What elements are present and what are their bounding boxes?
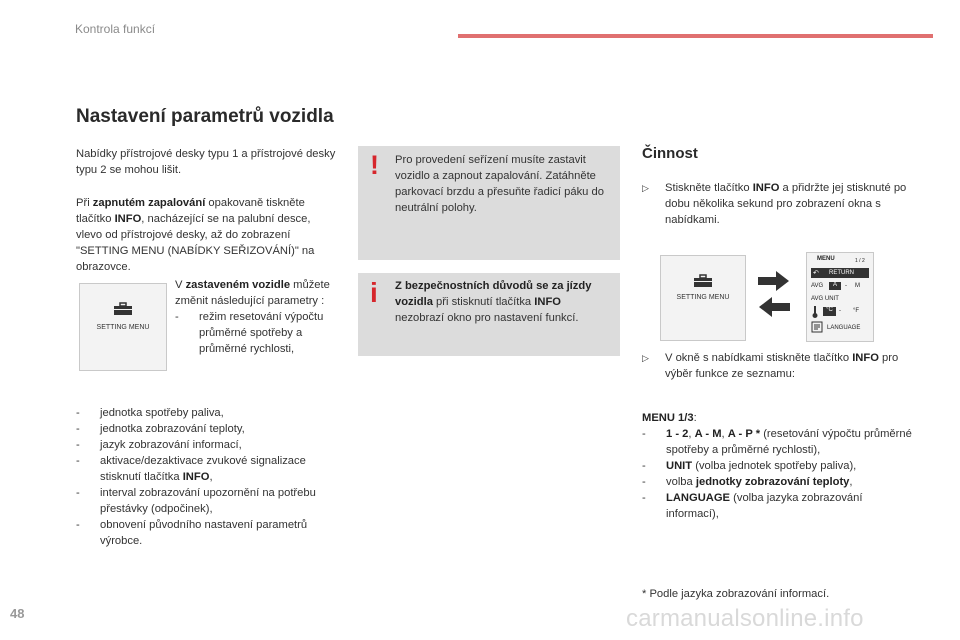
list-item-text: aktivace/dezaktivace zvukové signalizace stisknutí tlačítka (100, 455, 306, 483)
avg-m: M (855, 283, 860, 289)
list-item (642, 458, 917, 474)
safety-post: nezobrazí okno pro nastavení funkcí. (395, 312, 579, 324)
menu13-colon: : (693, 412, 697, 424)
opt-language: LANGUAGE (666, 492, 731, 504)
setting-menu-screen (79, 283, 167, 371)
opt-desc: (volba jazyka zobrazování informací), (666, 492, 863, 520)
step1-post: a přidržte jej stisknuté po dobu několika sekund pro zobrazení okna s nabídkami. (665, 182, 907, 226)
menu13-heading (642, 410, 917, 426)
list-item (76, 453, 344, 485)
setting-menu-screen-large (660, 255, 746, 341)
opt-desc: (resetování výpočtu průměrné spotřeby a průměrné rychlosti), (666, 428, 912, 456)
bullet-icon: ▷ (642, 353, 649, 363)
footnote: * Podle jazyka zobrazování informací. (642, 588, 830, 600)
list-item-text: , (209, 471, 213, 483)
avg-unit-label: AVG UNIT (811, 296, 839, 302)
watermark: carmanualsonline.info (626, 605, 864, 632)
parameter-list (76, 405, 344, 549)
safety-box (358, 273, 620, 356)
step2-post: pro výběr funkce ze seznamu: (665, 352, 899, 380)
step1 (642, 180, 912, 228)
celsius-box: °C (823, 307, 836, 316)
menu13-title: MENU 1/3 (642, 412, 694, 424)
warning-text: Pro provedení seřízení musíte zastavit vozidlo a zapnout zapalování. Zatáhněte parkovací brzdu a přesuňte řadicí páku do neutrální polohy. (395, 154, 604, 214)
bullet-icon: ▷ (642, 183, 649, 193)
opt-desc: , (849, 476, 853, 488)
step1-info: INFO (752, 182, 780, 194)
thermometer-icon (812, 306, 818, 318)
temp-dash: - (839, 308, 841, 314)
opt-unit: UNIT (666, 460, 693, 472)
opt-desc: (volba jednotek spotřeby paliva), (692, 460, 857, 472)
return-row (811, 268, 869, 278)
info-icon: i (370, 277, 378, 308)
safety-mid: při stisknutí tlačítka (432, 296, 535, 308)
stopped-pre: V (175, 279, 186, 291)
menu13-block (642, 410, 917, 522)
ignition-info: INFO (114, 213, 142, 225)
briefcase-icon (113, 302, 133, 316)
safety-bold: Z bezpečnostních důvodů se za jízdy vozidla (395, 280, 592, 308)
language-label: LANGUAGE (827, 325, 861, 331)
safety-text (395, 278, 613, 326)
ignition-bold1: zapnutém zapalování (92, 197, 206, 209)
arrow-right-icon (758, 270, 790, 292)
opt-a-p: A - P * (727, 428, 761, 440)
list-item: - jednotka zobrazování teploty, (76, 421, 344, 437)
setting-menu-label: SETTING MENU (676, 294, 730, 301)
step1-pre: Stiskněte tlačítko (665, 182, 753, 194)
step2-pre: V okně s nabídkami stiskněte tlačítko (665, 352, 853, 364)
list-item: - obnovení původního nastavení parametrů výrobce. (76, 517, 344, 549)
list-item: - interval zobrazování upozornění na potřebu přestávky (odpočinek), (76, 485, 344, 517)
opt-a-m: A - M (694, 428, 722, 440)
fahrenheit: °F (853, 308, 860, 314)
menu-screen-title: MENU (817, 256, 835, 262)
sep: , (688, 428, 695, 440)
menu-screen (806, 252, 874, 342)
return-arrow-icon: ↶ (813, 270, 819, 277)
step2 (642, 350, 917, 382)
section-header: Kontrola funkcí (75, 22, 156, 36)
avg-label: AVG (811, 283, 824, 289)
page-title: Nastavení parametrů vozidla (76, 106, 334, 127)
stopped-post: můžete změnit následující parametry : (175, 279, 330, 307)
opt-1-2: 1 - 2 (666, 428, 689, 440)
stopped-text (175, 277, 345, 357)
step2-info: INFO (852, 352, 879, 364)
list-item-bold: INFO (182, 471, 210, 483)
avg-a-box: A (829, 282, 841, 290)
arrow-left-icon (758, 296, 790, 318)
header-rule (458, 34, 933, 38)
warning-box (358, 146, 620, 260)
opt-pre: volba (666, 476, 696, 488)
ignition-text (76, 195, 338, 275)
menu-screen-page: 1 / 2 (855, 258, 865, 264)
list-item: - režim resetování výpočtu průměrné spotřeby a průměrné rychlosti, (175, 309, 345, 357)
return-label: RETURN (829, 270, 854, 276)
operation-title: Činnost (642, 145, 698, 162)
safety-info: INFO (534, 296, 561, 308)
list-item (642, 474, 917, 490)
list-item (642, 426, 917, 458)
ignition-pre: Při (76, 197, 93, 209)
page-number: 48 (10, 606, 25, 621)
opt-temp: jednotky zobrazování teploty (695, 476, 850, 488)
intro-text: Nabídky přístrojové desky typu 1 a přístrojové desky typu 2 se mohou lišit. (76, 148, 336, 176)
avg-dash: - (845, 283, 847, 289)
setting-menu-label: SETTING MENU (96, 324, 150, 331)
list-item: - jazyk zobrazování informací, (76, 437, 344, 453)
stopped-list (175, 309, 345, 357)
warning-icon: ! (370, 150, 379, 180)
briefcase-icon (693, 274, 713, 288)
ignition-mid: opakovaně tiskněte tlačítko (76, 197, 305, 225)
list-item (642, 490, 917, 522)
language-icon (811, 321, 823, 333)
sep: , (721, 428, 728, 440)
list-item: - jednotka spotřeby paliva, (76, 405, 344, 421)
stopped-bold: zastaveném vozidle (185, 279, 291, 291)
menu13-list (642, 426, 917, 522)
ignition-post: , nacházející se na palubní desce, vlevo od přístrojové desky, až do zobrazení "SETTING MENU (NABÍDKY SEŘIZOVÁNÍ)" na obrazovce. (76, 213, 315, 273)
